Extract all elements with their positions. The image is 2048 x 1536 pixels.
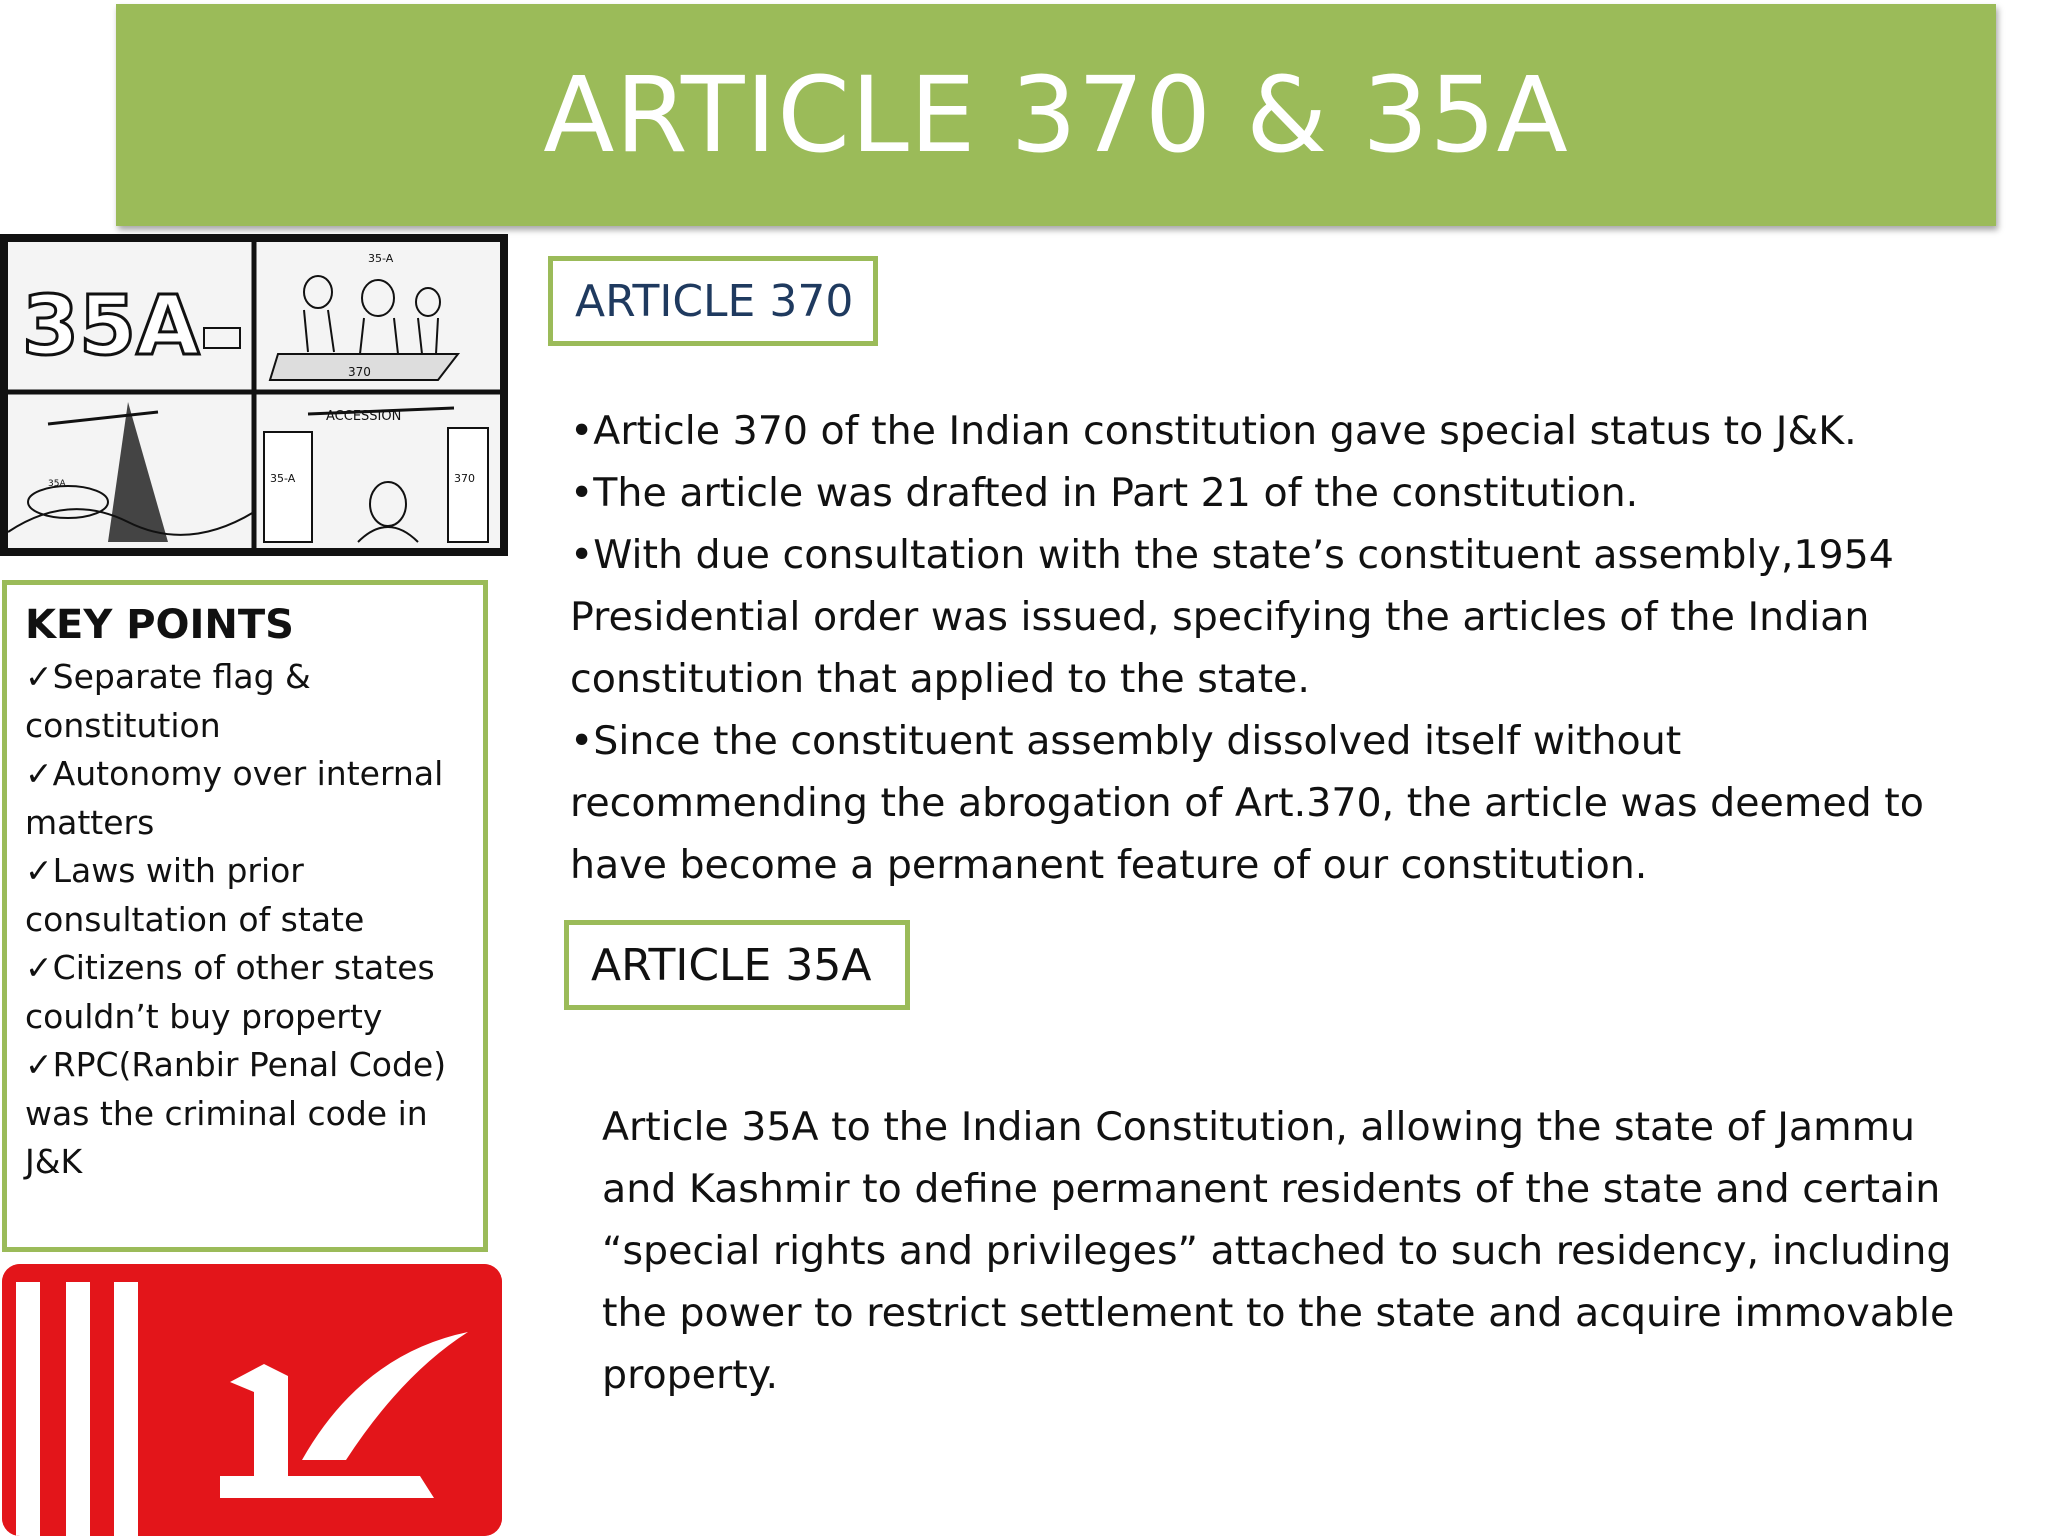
article-370-bullet: •Article 370 of the Indian constitution gave special status to J&K. xyxy=(570,408,1857,454)
flag-plough-icon xyxy=(2,1264,502,1536)
check-icon: ✓ xyxy=(25,851,53,890)
article-370-bullet: •The article was drafted in Part 21 of the constitution. xyxy=(570,470,1639,516)
key-point-text: RPC(Ranbir Penal Code) was the criminal code in J&K xyxy=(25,1045,447,1181)
cartoon-label-370-pillar: 370 xyxy=(454,472,475,485)
jk-flag-image xyxy=(2,1264,502,1536)
key-point-text: Laws with prior consultation of state xyxy=(25,851,365,939)
slide-title: ARTICLE 370 & 35A xyxy=(543,54,1569,176)
check-icon: ✓ xyxy=(25,1045,53,1084)
key-points-box xyxy=(2,580,488,1252)
check-icon: ✓ xyxy=(25,948,53,987)
cartoon-label-35a: 35A xyxy=(22,279,200,374)
cartoon-label-accession: ACCESSION xyxy=(326,409,402,424)
check-icon: ✓ xyxy=(25,754,53,793)
key-point-text: Citizens of other states couldn’t buy property xyxy=(25,948,435,1036)
key-point-item xyxy=(25,750,465,847)
article-35a-heading: ARTICLE 35A xyxy=(591,939,872,991)
cartoon-label-35a-pillar: 35-A xyxy=(270,472,296,485)
cartoon-label-35a-small: 35-A xyxy=(368,252,394,265)
article-35a-heading-box xyxy=(564,920,910,1010)
key-point-text: Separate flag & constitution xyxy=(25,657,311,745)
key-point-text: Autonomy over internal matters xyxy=(25,754,444,842)
article-370-bullets xyxy=(570,400,1990,896)
article-370-heading: ARTICLE 370 xyxy=(575,275,854,327)
article-370-bullet: •With due consultation with the state’s constituent assembly,1954 Presidential order was issued, specifying the articles of the Indian constitution that applied to the state. xyxy=(570,532,1894,702)
article-370-heading-box xyxy=(548,256,878,346)
key-point-item xyxy=(25,653,465,750)
key-point-item xyxy=(25,1041,465,1187)
title-banner xyxy=(116,4,1996,226)
key-points-heading: KEY POINTS xyxy=(25,602,294,648)
key-point-item xyxy=(25,944,465,1041)
key-points-list xyxy=(25,653,465,1187)
cartoon-label-35a-figure: 35A xyxy=(48,479,66,489)
check-icon: ✓ xyxy=(25,657,53,696)
key-point-item xyxy=(25,847,465,944)
article-35a-paragraph: Article 35A to the Indian Constitution, allowing the state of Jammu and Kashmir to define permanent residents of the state and certain “special rights and privileges” attached to such residency, including the power to restrict settlement to the state and acquire immovable property. xyxy=(602,1104,1955,1398)
cartoon-panels xyxy=(8,242,500,548)
article-370-bullet: •Since the constituent assembly dissolved itself without recommending the abrogation of Art.370, the article was deemed to have become a permanent feature of our constitution. xyxy=(570,718,1924,888)
cartoon-label-370-book: 370 xyxy=(348,365,371,379)
cartoon-image xyxy=(0,234,508,556)
